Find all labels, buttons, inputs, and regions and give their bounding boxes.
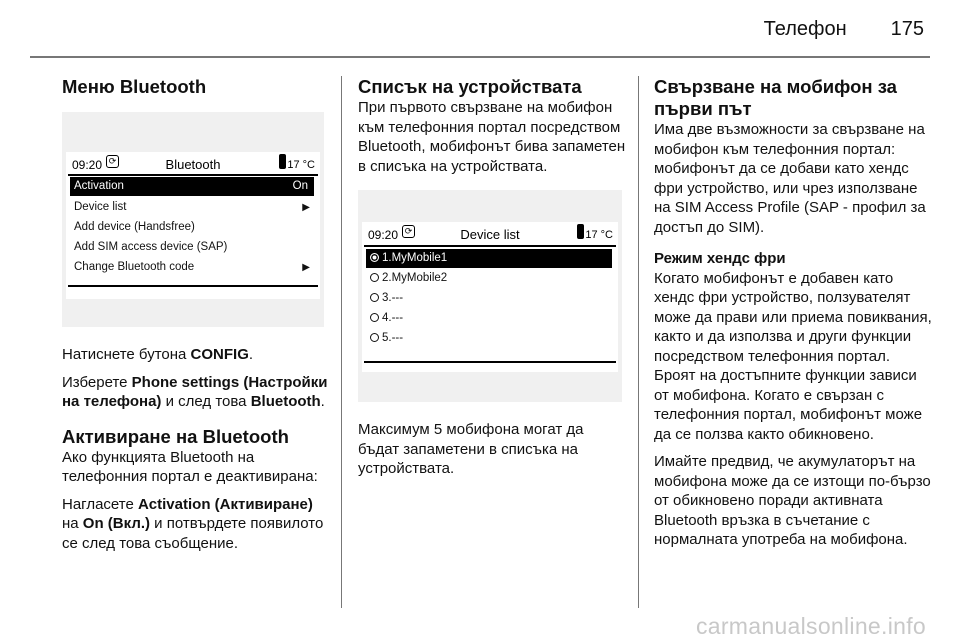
clock-icon: ⟳ [106, 155, 119, 168]
clock-time: 09:20 [368, 228, 399, 242]
bluetooth-menu-screen [66, 152, 320, 299]
column-divider-2 [638, 76, 639, 608]
menu-item-add-sim[interactable] [70, 238, 314, 257]
paragraph: При първото свързване на мобифон към телефонния портал посредством Bluetooth, мобифонът бива запаметен в списъка на устройствата. [358, 99, 626, 175]
paragraph: Изберете Phone settings (Настройки на телефона) и след това Bluetooth. [62, 373, 328, 410]
device-list-screen [362, 222, 618, 372]
section-heading: Списък на устройствата [358, 76, 582, 97]
radio-icon [370, 333, 379, 342]
menu-item-label: Add SIM access device (SAP) [74, 241, 228, 253]
menu-item-value: On [292, 180, 308, 192]
header-title: Телефон [763, 18, 847, 40]
chevron-right-icon: ▶ [302, 262, 310, 273]
page-header [764, 18, 924, 41]
header-rule [30, 56, 930, 58]
paragraph: Имайте предвид, че акумулаторът на мобифона може да се изтощи по-бързо от обикновено поради активната Bluetooth връзка в съчетание с нормалната употреба на мобифона. [654, 453, 931, 548]
menu-item-label: Activation [74, 180, 124, 192]
chevron-right-icon: ▶ [302, 202, 310, 213]
clock-icon: ⟳ [402, 225, 415, 238]
subheading: Активиране на Bluetooth [62, 425, 289, 447]
menu-item-label: Device list [74, 201, 127, 213]
device-label: 5.--- [382, 332, 404, 344]
column-divider-1 [341, 76, 342, 608]
clock-time: 09:20 [72, 158, 103, 172]
device-item-2[interactable] [366, 269, 612, 288]
device-label: 1.MyMobile1 [382, 252, 448, 264]
menu-item-label: Change Bluetooth code [74, 261, 195, 273]
paragraph: Максимум 5 мобифона могат да бъдат запаметени в списъка на устройствата. [358, 421, 584, 477]
bluetooth-menu-figure [62, 112, 324, 327]
temperature: 17 °C [287, 159, 315, 171]
device-label: 4.--- [382, 312, 404, 324]
paragraph: Нагласете Activation (Активиране) на On (Вкл.) и потвърдете появилото се след това съобщение. [62, 495, 324, 552]
radio-icon [370, 293, 379, 302]
device-item-4[interactable] [366, 309, 612, 328]
radio-icon [370, 313, 379, 322]
menu-item-device-list[interactable] [70, 198, 314, 217]
paragraph: Ако функцията Bluetooth на телефонния портал е деактивирана: [62, 448, 318, 485]
column-1 [62, 76, 332, 553]
menu-item-activation[interactable] [70, 177, 314, 196]
radio-selected-icon [370, 253, 379, 262]
phone-icon [577, 224, 584, 239]
device-label: 2.MyMobile2 [382, 272, 448, 284]
paragraph: Натиснете бутона CONFIG. [62, 346, 254, 363]
page-number: 175 [890, 18, 924, 40]
column-2 [358, 76, 628, 479]
phone-icon [279, 154, 286, 169]
section-heading: Меню Bluetooth [62, 76, 207, 97]
divider [364, 361, 616, 363]
watermark: carmanualsonline.info [695, 613, 926, 639]
device-list-figure [358, 190, 622, 402]
column-3 [654, 76, 932, 550]
device-item-3[interactable] [366, 289, 612, 308]
screen-title: Device list [460, 227, 520, 242]
radio-icon [370, 273, 379, 282]
menu-item-add-device[interactable] [70, 218, 314, 237]
device-item-5[interactable] [366, 329, 612, 348]
divider [364, 245, 616, 247]
device-label: 3.--- [382, 292, 404, 304]
menu-item-change-code[interactable] [70, 258, 314, 277]
device-item-1[interactable] [366, 249, 612, 268]
subheading: Режим хендс фри [654, 250, 786, 267]
divider [68, 285, 318, 287]
paragraph: Има две възможности за свързване на мобифон към телефонния портал: мобифонът да се добави като хендс фри устройство, или чрез използване на SIM Access Profile (SAP - профил за достъп до SIM). [654, 121, 926, 236]
menu-item-label: Add device (Handsfree) [74, 221, 195, 233]
screen-title: Bluetooth [165, 157, 221, 172]
temperature: 17 °C [585, 229, 613, 241]
section-heading: Свързване на мобифон за първи път [654, 76, 897, 119]
paragraph: Когато мобифонът е добавен като хендс фри устройство, ползувателят може да прави или приема повиквания, както и да използва и други функции посредством телефонния портал. Броят на достъпните функции зависи от мобифона. Когато е свързан с телефонния портал, мобифонът може да се ползва както обикновено. [654, 269, 932, 443]
divider [68, 174, 318, 176]
